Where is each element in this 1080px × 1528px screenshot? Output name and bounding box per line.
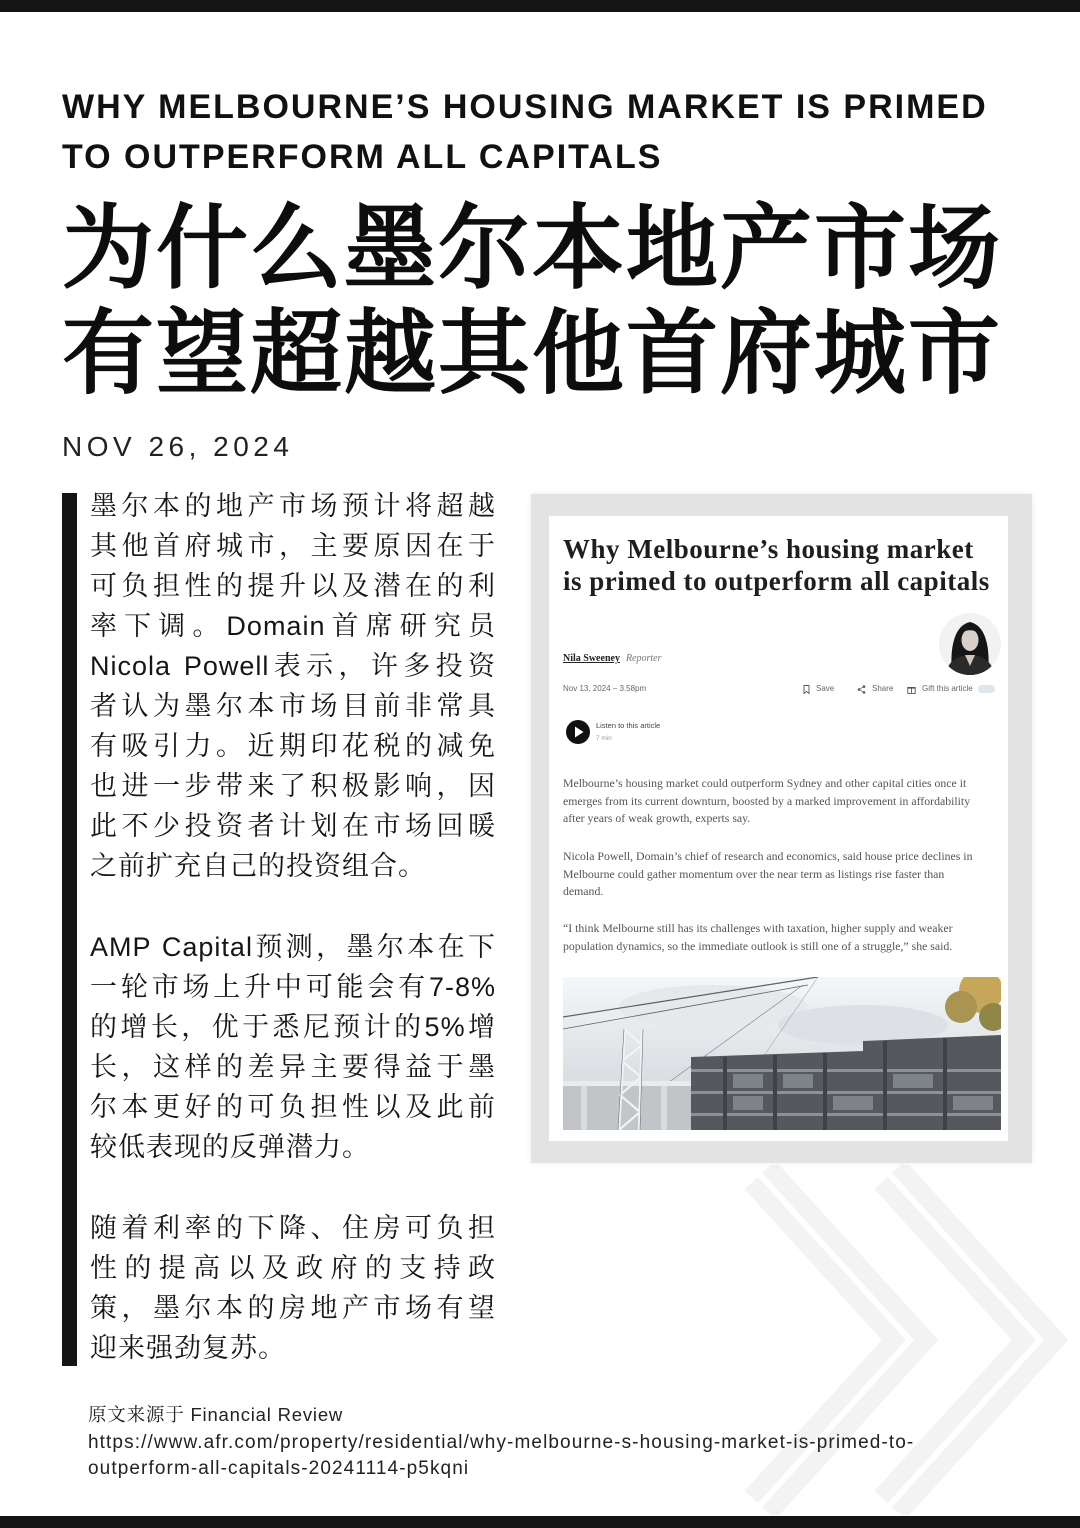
body-line: 可负担性的提升以及潜在的利 bbox=[90, 571, 496, 601]
body-line: 较低表现的反弹潜力。 bbox=[90, 1132, 370, 1162]
article-screenshot-card bbox=[531, 494, 1032, 1163]
gift-action bbox=[907, 682, 973, 696]
audio-duration: 7 min bbox=[596, 735, 612, 742]
body-line: AMP Capital预测，墨尔本在下 bbox=[90, 932, 496, 962]
body-line: 者认为墨尔本市场目前非常具 bbox=[90, 691, 496, 721]
share-action bbox=[857, 682, 893, 696]
body-line: 性的提高以及政府的支持政 bbox=[90, 1253, 496, 1283]
body-line: 长，这样的差异主要得益于墨 bbox=[90, 1052, 496, 1082]
bookmark-icon bbox=[803, 685, 810, 694]
save-label: Save bbox=[816, 684, 835, 693]
article-timestamp: Nov 13, 2024 – 3.58pm bbox=[563, 684, 647, 693]
body-line: 有吸引力。近期印花税的减免 bbox=[90, 731, 496, 761]
article-line: demand. bbox=[563, 884, 604, 898]
author-role: Reporter bbox=[625, 653, 662, 664]
new-feature-badge bbox=[978, 685, 995, 693]
bottom-border-bar bbox=[0, 1516, 1080, 1528]
title-english-line: TO OUTPERFORM ALL CAPITALS bbox=[62, 138, 663, 176]
article-line: after years of weak growth, experts say. bbox=[563, 811, 751, 825]
gift-label: Gift this article bbox=[922, 684, 973, 693]
author-name: Nila Sweeney bbox=[563, 653, 620, 664]
source-url[interactable] bbox=[88, 1430, 914, 1482]
article-paragraph bbox=[563, 920, 953, 955]
source-url-line[interactable]: https://www.afr.com/property/residential/why-melbourne-s-housing-market-is-primed-to- bbox=[88, 1432, 915, 1453]
body-line: 策，墨尔本的房地产市场有望 bbox=[90, 1293, 496, 1323]
body-line: 率下调。Domain首席研究员 bbox=[90, 611, 496, 641]
title-english-line: WHY MELBOURNE’S HOUSING MARKET IS PRIMED bbox=[62, 88, 988, 126]
article-body-chinese bbox=[90, 486, 496, 1368]
article-line: Melbourne’s housing market could outperform Sydney and other capital cities once it bbox=[563, 776, 967, 790]
gift-icon bbox=[907, 685, 916, 694]
share-label: Share bbox=[872, 684, 894, 693]
body-line: 其他首府城市，主要原因在于 bbox=[90, 531, 496, 561]
article-screenshot-sheet bbox=[549, 516, 1008, 1141]
article-line: population dynamics, so the immediate outlook is still one of a struggle,” she said. bbox=[563, 938, 953, 953]
article-line: Nicola Powell, Domain’s chief of research and economics, said house price declines in bbox=[563, 849, 973, 863]
body-paragraph bbox=[90, 927, 496, 1167]
body-line: 一轮市场上升中可能会有7-8% bbox=[90, 972, 496, 1002]
title-chinese-line: 为什么墨尔本地产市场 bbox=[62, 198, 1003, 300]
author-avatar bbox=[939, 613, 1001, 675]
publish-date: NOV 26, 2024 bbox=[62, 431, 294, 462]
article-headline-line: Why Melbourne’s housing market bbox=[563, 534, 974, 564]
body-line: 也进一步带来了积极影响，因 bbox=[90, 771, 496, 801]
body-line: 此不少投资者计划在市场回暖 bbox=[90, 811, 496, 841]
article-paragraph bbox=[563, 848, 972, 901]
body-line: 的增长，优于悉尼预计的5%增 bbox=[90, 1012, 496, 1042]
save-action bbox=[803, 682, 834, 696]
article-line: “I think Melbourne still has its challenges with taxation, higher supply and weaker bbox=[563, 921, 953, 935]
body-line: 墨尔本的地产市场预计将超越 bbox=[90, 491, 496, 521]
article-paragraph bbox=[563, 775, 970, 828]
title-chinese bbox=[62, 197, 1022, 407]
body-paragraph bbox=[90, 486, 496, 886]
body-line: 之前扩充自己的投资组合。 bbox=[90, 851, 426, 881]
source-credit: 原文来源于 Financial Review bbox=[88, 1404, 344, 1425]
top-border-bar bbox=[0, 0, 1080, 12]
body-accent-rule bbox=[62, 493, 77, 1366]
title-english bbox=[62, 82, 1022, 182]
author-byline bbox=[563, 652, 662, 666]
body-line: 迎来强劲复苏。 bbox=[90, 1333, 286, 1363]
body-line: 尔本更好的可负担性以及此前 bbox=[90, 1092, 496, 1122]
article-headline bbox=[563, 533, 990, 597]
article-line: emerges from its current downturn, boosted by a marked improvement in affordability bbox=[563, 793, 971, 808]
body-line: Nicola Powell表示，许多投资 bbox=[90, 651, 496, 681]
body-line: 随着利率的下降、住房可负担 bbox=[90, 1213, 496, 1243]
construction-site-photo bbox=[563, 977, 1001, 1130]
audio-label: Listen to this article bbox=[596, 721, 661, 730]
share-icon bbox=[857, 685, 866, 694]
body-paragraph bbox=[90, 1208, 496, 1368]
article-line: Melbourne could gather momentum over the near term as listings rise faster than bbox=[563, 866, 945, 881]
play-icon bbox=[566, 720, 590, 744]
article-headline-line: is primed to outperform all capitals bbox=[563, 566, 990, 596]
title-chinese-line: 有望超越其他首府城市 bbox=[62, 303, 1003, 405]
source-url-line[interactable]: outperform-all-capitals-20241114-p5kqni bbox=[88, 1458, 470, 1479]
